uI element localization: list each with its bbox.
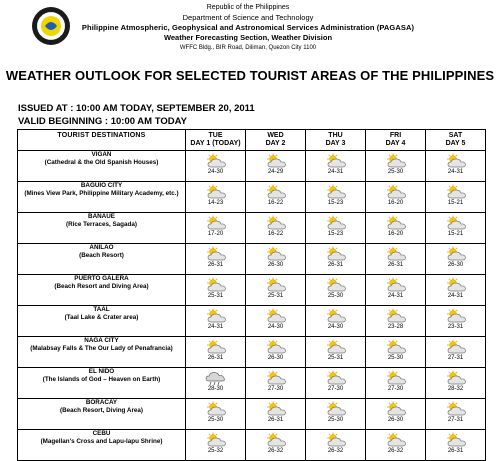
partly-cloudy-icon [384, 432, 408, 448]
temperature-range: 24-31 [387, 293, 404, 299]
partly-cloudy-icon [324, 339, 348, 355]
temperature-range: 24-31 [447, 169, 464, 175]
forecast-cell [186, 244, 246, 275]
forecast-cell [426, 213, 486, 244]
page-title: WEATHER OUTLOOK FOR SELECTED TOURIST AREAS OF THE PHILIPPINES [5, 68, 495, 83]
destination-cell [18, 399, 186, 430]
table-header-row [18, 130, 486, 151]
partly-cloudy-icon [204, 246, 228, 262]
table-row [18, 399, 486, 430]
destination-description: (Taal Lake & Crater area) [64, 313, 139, 321]
partly-cloudy-icon [384, 339, 408, 355]
destination-description: (Beach Resort and Diving Area) [54, 282, 149, 290]
partly-cloudy-icon [444, 246, 468, 262]
table-row [18, 430, 486, 461]
forecast-cell [426, 275, 486, 306]
partly-cloudy-icon [444, 339, 468, 355]
agency-name: Philippine Atmospheric, Geophysical and Astronomical Services Administration (PAGASA) [81, 23, 415, 32]
table-row [18, 368, 486, 399]
partly-cloudy-icon [384, 277, 408, 293]
partly-cloudy-icon [324, 215, 348, 231]
day-label: DAY 5 [445, 140, 466, 147]
forecast-cell [186, 182, 246, 213]
partly-cloudy-icon [324, 401, 348, 417]
temperature-range: 26-32 [267, 448, 284, 454]
destination-cell [18, 213, 186, 244]
temperature-range: 25-30 [327, 293, 344, 299]
temperature-range: 28-32 [447, 386, 464, 392]
forecast-cell [366, 306, 426, 337]
destination-name: ANILAO [89, 244, 114, 251]
partly-cloudy-icon [264, 277, 288, 293]
partly-cloudy-icon [324, 184, 348, 200]
forecast-cell [366, 399, 426, 430]
partly-cloudy-icon [204, 339, 228, 355]
partly-cloudy-icon [444, 370, 468, 386]
forecast-cell [426, 182, 486, 213]
header-line-2: Department of Science and Technology [182, 13, 314, 22]
forecast-cell [426, 337, 486, 368]
day-label: DAY 1 (TODAY) [190, 140, 241, 147]
day-column-header [366, 130, 426, 151]
forecast-cell [186, 430, 246, 461]
temperature-range: 15-21 [447, 231, 464, 237]
partly-cloudy-icon [204, 215, 228, 231]
forecast-cell [306, 182, 366, 213]
temperature-range: 26-31 [207, 262, 224, 268]
destination-description: (Beach Resort) [79, 251, 124, 259]
partly-cloudy-icon [264, 339, 288, 355]
temperature-range: 27-30 [387, 386, 404, 392]
document-header [0, 0, 500, 56]
partly-cloudy-icon [384, 246, 408, 262]
destination-cell [18, 275, 186, 306]
issued-at: ISSUED AT : 10:00 AM TODAY, SEPTEMBER 20, 2011 [18, 103, 255, 114]
partly-cloudy-icon [384, 370, 408, 386]
destination-cell [18, 244, 186, 275]
forecast-cell [366, 337, 426, 368]
partly-cloudy-icon [384, 184, 408, 200]
temperature-range: 24-30 [207, 169, 224, 175]
temperature-range: 26-30 [267, 262, 284, 268]
day-column-header [186, 130, 246, 151]
forecast-cell [426, 399, 486, 430]
partly-cloudy-icon [324, 277, 348, 293]
forecast-cell [306, 151, 366, 182]
partly-cloudy-icon [324, 153, 348, 169]
temperature-range: 14-23 [207, 200, 224, 206]
forecast-cell [306, 399, 366, 430]
partly-cloudy-icon [444, 432, 468, 448]
table-row [18, 275, 486, 306]
temperature-range: 25-31 [327, 355, 344, 361]
forecast-cell [186, 306, 246, 337]
partly-cloudy-icon [384, 153, 408, 169]
forecast-cell [246, 275, 306, 306]
partly-cloudy-icon [264, 215, 288, 231]
partly-cloudy-icon [384, 308, 408, 324]
forecast-cell [186, 368, 246, 399]
day-column-header [306, 130, 366, 151]
partly-cloudy-icon [204, 432, 228, 448]
outlook-table [17, 129, 486, 461]
forecast-cell [246, 182, 306, 213]
table-row [18, 244, 486, 275]
temperature-range: 26-30 [447, 262, 464, 268]
pagasa-logo-icon [31, 6, 71, 46]
partly-cloudy-icon [264, 370, 288, 386]
temperature-range: 26-31 [267, 417, 284, 423]
table-row [18, 151, 486, 182]
temperature-range: 24-31 [447, 293, 464, 299]
temperature-range: 26-32 [327, 448, 344, 454]
partly-cloudy-icon [324, 370, 348, 386]
temperature-range: 23-31 [447, 324, 464, 330]
forecast-cell [366, 182, 426, 213]
destination-cell [18, 182, 186, 213]
forecast-cell [306, 213, 366, 244]
temperature-range: 16-22 [267, 200, 284, 206]
temperature-range: 25-30 [327, 417, 344, 423]
destination-cell [18, 151, 186, 182]
partly-cloudy-icon [204, 401, 228, 417]
temperature-range: 26-30 [267, 355, 284, 361]
destination-description: (Cathedral & the Old Spanish Houses) [44, 158, 159, 166]
destination-name: EL NIDO [88, 368, 115, 375]
table-row [18, 337, 486, 368]
forecast-cell [366, 430, 426, 461]
day-column-header [246, 130, 306, 151]
temperature-range: 16-22 [267, 231, 284, 237]
partly-cloudy-icon [444, 215, 468, 231]
temperature-range: 26-31 [387, 262, 404, 268]
partly-cloudy-icon [264, 308, 288, 324]
partly-cloudy-icon [264, 432, 288, 448]
temperature-range: 27-30 [267, 386, 284, 392]
forecast-cell [186, 337, 246, 368]
temperature-range: 24-30 [267, 324, 284, 330]
temperature-range: 27-31 [447, 417, 464, 423]
destination-cell [18, 306, 186, 337]
temperature-range: 27-31 [447, 355, 464, 361]
partly-cloudy-icon [324, 308, 348, 324]
temperature-range: 25-30 [207, 417, 224, 423]
forecast-cell [306, 275, 366, 306]
partly-cloudy-icon [204, 308, 228, 324]
temperature-range: 28-30 [207, 386, 224, 392]
forecast-cell [246, 368, 306, 399]
forecast-cell [186, 399, 246, 430]
temperature-range: 15-21 [447, 200, 464, 206]
destination-description: (Mines View Park, Philippine Military Academy, etc.) [24, 189, 179, 197]
temperature-range: 25-30 [387, 355, 404, 361]
day-of-week: THU [328, 132, 343, 139]
forecast-cell [306, 337, 366, 368]
day-column-header [426, 130, 486, 151]
partly-cloudy-icon [324, 432, 348, 448]
forecast-cell [366, 368, 426, 399]
forecast-cell [246, 306, 306, 337]
temperature-range: 25-31 [207, 293, 224, 299]
day-of-week: TUE [208, 132, 223, 139]
destination-description: (The Islands of God – Heaven on Earth) [42, 375, 161, 383]
destination-cell [18, 368, 186, 399]
temperature-range: 26-31 [207, 355, 224, 361]
header-line-1: Republic of the Philippines [206, 4, 290, 11]
forecast-cell [426, 306, 486, 337]
temperature-range: 26-31 [327, 262, 344, 268]
partly-cloudy-icon [444, 308, 468, 324]
temperature-range: 25-31 [267, 293, 284, 299]
destination-cell [18, 430, 186, 461]
section-name: Weather Forecasting Section, Weather Division [163, 33, 333, 42]
temperature-range: 24-29 [267, 169, 284, 175]
destination-name: BAGUIO CITY [80, 182, 123, 189]
destination-description: (Malabsay Falls & The Our Lady of Penafrancia) [30, 344, 173, 352]
forecast-cell [366, 244, 426, 275]
destination-name: BORACAY [85, 399, 118, 406]
forecast-cell [426, 368, 486, 399]
forecast-cell [306, 430, 366, 461]
forecast-cell [366, 275, 426, 306]
partly-cloudy-icon [324, 246, 348, 262]
temperature-range: 15-23 [327, 200, 344, 206]
forecast-cell [246, 213, 306, 244]
valid-beginning: VALID BEGINNING : 10:00 AM TODAY [18, 116, 187, 127]
forecast-cell [426, 244, 486, 275]
table-row [18, 182, 486, 213]
forecast-cell [426, 430, 486, 461]
destination-name: VIGAN [91, 151, 112, 158]
agency-address: WFFC Bldg., BIR Road, Diliman, Quezon City 1100 [179, 45, 317, 51]
rain-icon [204, 370, 228, 386]
destination-description: (Magellan's Cross and Lapu-lapu Shrine) [40, 437, 163, 445]
day-label: DAY 4 [385, 140, 406, 147]
destination-name: TAAL [93, 306, 110, 313]
temperature-range: 15-23 [327, 231, 344, 237]
day-of-week: SAT [448, 132, 463, 139]
destination-cell [18, 337, 186, 368]
forecast-cell [366, 213, 426, 244]
issue-info [18, 102, 255, 128]
partly-cloudy-icon [264, 153, 288, 169]
temperature-range: 25-30 [387, 169, 404, 175]
destinations-column-header: TOURIST DESTINATIONS [18, 130, 186, 151]
forecast-cell [426, 151, 486, 182]
partly-cloudy-icon [444, 277, 468, 293]
temperature-range: 16-20 [387, 200, 404, 206]
partly-cloudy-icon [384, 401, 408, 417]
partly-cloudy-icon [444, 401, 468, 417]
temperature-range: 23-28 [387, 324, 404, 330]
partly-cloudy-icon [264, 184, 288, 200]
partly-cloudy-icon [204, 277, 228, 293]
temperature-range: 27-30 [327, 386, 344, 392]
day-label: DAY 3 [325, 140, 346, 147]
temperature-range: 26-30 [387, 417, 404, 423]
forecast-cell [186, 151, 246, 182]
destination-name: BANAUE [88, 213, 115, 220]
temperature-range: 24-31 [327, 169, 344, 175]
partly-cloudy-icon [264, 401, 288, 417]
temperature-range: 26-31 [447, 448, 464, 454]
partly-cloudy-icon [204, 153, 228, 169]
destination-name: NAGA CITY [84, 337, 119, 344]
temperature-range: 26-32 [387, 448, 404, 454]
temperature-range: 24-31 [207, 324, 224, 330]
forecast-cell [246, 151, 306, 182]
partly-cloudy-icon [384, 215, 408, 231]
table-row [18, 213, 486, 244]
destination-description: (Beach Resort, Diving Area) [59, 406, 144, 414]
temperature-range: 25-32 [207, 448, 224, 454]
forecast-cell [366, 151, 426, 182]
temperature-range: 17-20 [207, 231, 224, 237]
temperature-range: 24-30 [327, 324, 344, 330]
day-of-week: FRI [389, 132, 402, 139]
forecast-cell [306, 368, 366, 399]
forecast-cell [246, 244, 306, 275]
destination-description: (Rice Terraces, Sagada) [66, 220, 137, 228]
partly-cloudy-icon [444, 153, 468, 169]
partly-cloudy-icon [264, 246, 288, 262]
day-label: DAY 2 [265, 140, 286, 147]
forecast-cell [246, 399, 306, 430]
forecast-cell [246, 430, 306, 461]
forecast-cell [306, 306, 366, 337]
forecast-cell [186, 213, 246, 244]
forecast-cell [306, 244, 366, 275]
destination-name: CEBU [92, 430, 111, 437]
partly-cloudy-icon [204, 184, 228, 200]
table-row [18, 306, 486, 337]
forecast-cell [186, 275, 246, 306]
day-of-week: WED [267, 132, 284, 139]
partly-cloudy-icon [444, 184, 468, 200]
forecast-cell [246, 337, 306, 368]
table-body [18, 151, 486, 461]
agency-header-text [78, 3, 418, 53]
temperature-range: 16-20 [387, 231, 404, 237]
destination-name: PUERTO GALERA [74, 275, 129, 282]
